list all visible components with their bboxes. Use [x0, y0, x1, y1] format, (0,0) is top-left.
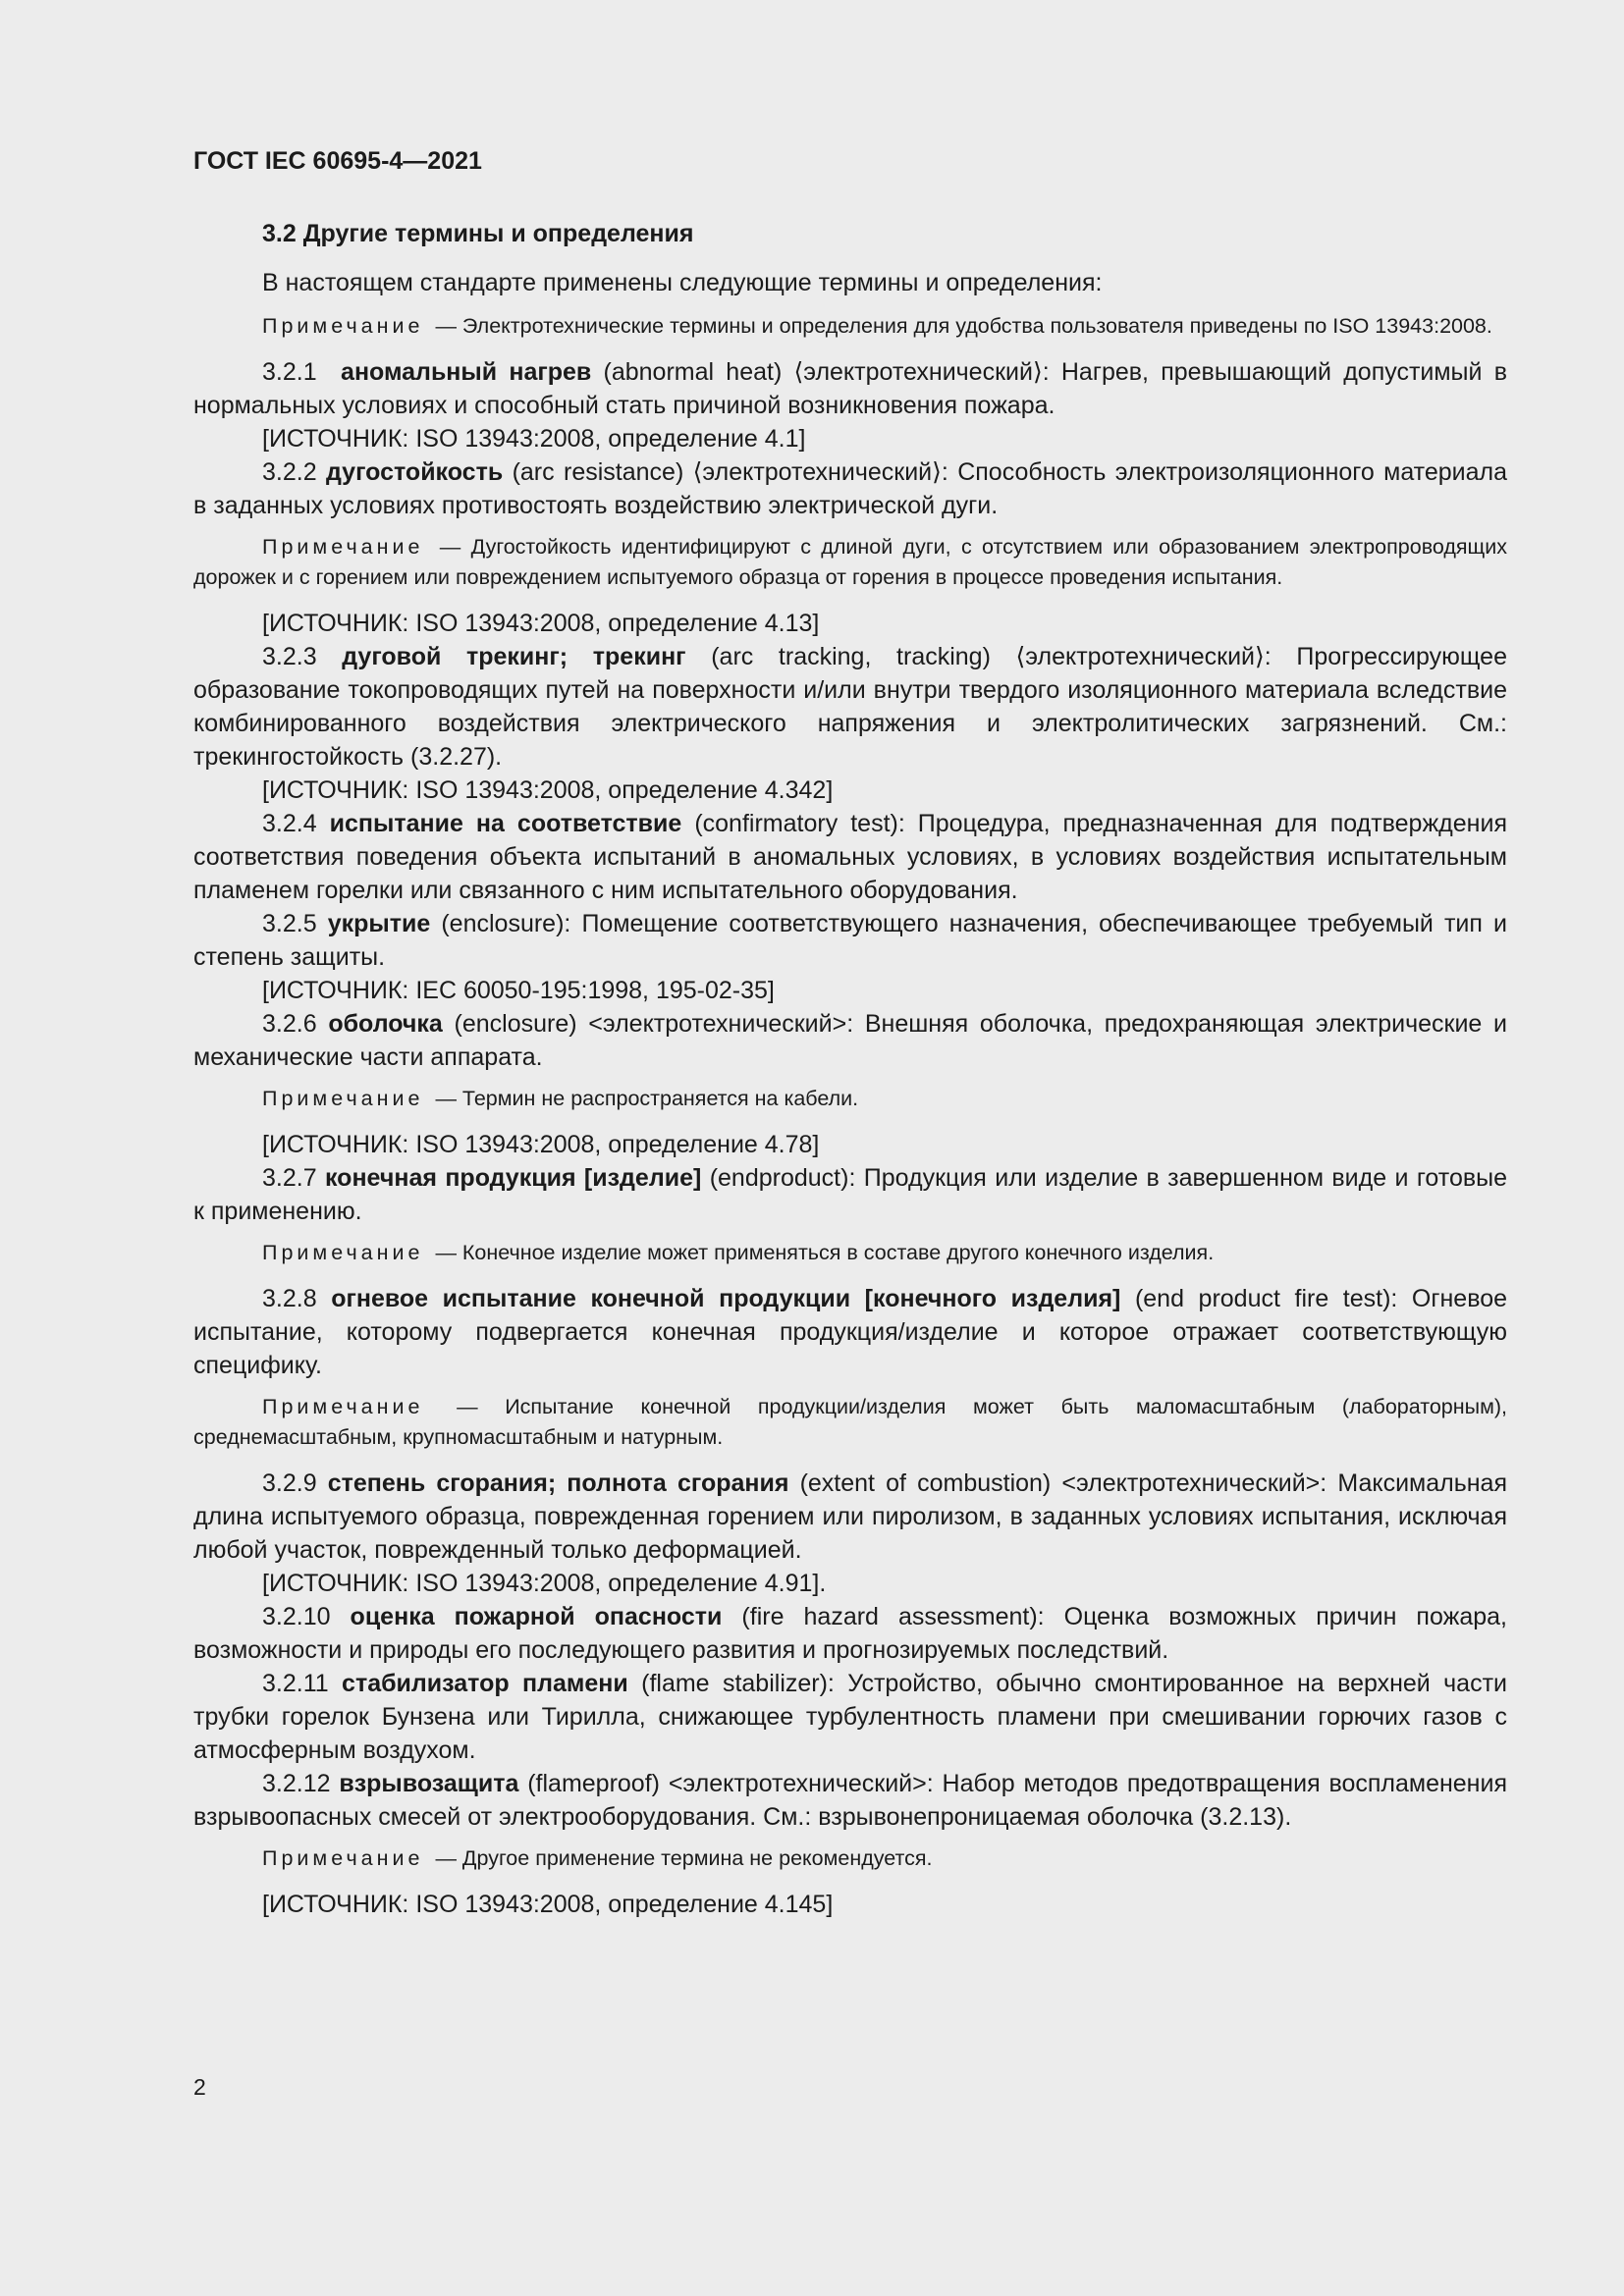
note — [193, 311, 1507, 342]
term-entry — [193, 1600, 1507, 1667]
term-number: 3.2.11 — [262, 1670, 329, 1697]
term-name: взрывозащита — [339, 1770, 519, 1797]
term-definition: (abnormal heat) ⟨электротехнический⟩: Нагрев, превышающий допустимый в нормальных условиях и способный стать причиной возникновения пожара. — [193, 358, 1507, 419]
term-number: 3.2.12 — [262, 1770, 331, 1797]
note-text: — Другое применение термина не рекомендуется. — [435, 1846, 933, 1870]
term-source: [ИСТОЧНИК: ISO 13943:2008, определение 4.1] — [262, 425, 806, 453]
term-name: укрытие — [327, 910, 431, 937]
term-source: [ИСТОЧНИК: ISO 13943:2008, определение 4.145] — [262, 1891, 834, 1918]
term-number: 3.2.3 — [262, 643, 317, 670]
term-number: 3.2.4 — [262, 810, 317, 837]
note-label: Примечание — [262, 314, 424, 338]
term-source: [ИСТОЧНИК: ISO 13943:2008, определение 4.13] — [262, 610, 820, 637]
term-number: 3.2.8 — [262, 1285, 317, 1312]
term-definition: (enclosure): Помещение соответствующего назначения, обеспечивающее требуемый тип и степень защиты. — [193, 910, 1507, 971]
term-name: оценка пожарной опасности — [350, 1603, 723, 1630]
note-label: Примечание — [262, 1395, 424, 1418]
term-name: степень сгорания; полнота сгорания — [327, 1469, 789, 1497]
term-source: [ИСТОЧНИК: IEC 60050-195:1998, 195-02-35] — [262, 977, 775, 1004]
term-number: 3.2.6 — [262, 1010, 317, 1038]
section-intro: В настоящем стандарте применены следующие термины и определения: — [262, 269, 1103, 296]
term-entry — [193, 1767, 1507, 1834]
term-definition: (flame stabilizer): Устройство, обычно смонтированное на верхней части трубки горелок Бунзена или Тирилла, снижающее турбулентность пламени при смешивании горючих газов с атмосферным воздухом. — [193, 1670, 1507, 1764]
term-number: 3.2.5 — [262, 910, 317, 937]
note — [193, 1084, 1507, 1114]
note — [193, 1392, 1507, 1453]
term-definition: (arc resistance) ⟨электротехнический⟩: Способность электроизоляционного материала в заданных условиях противостоять воздействию электрической дуги. — [193, 458, 1508, 519]
term-definition: (end product fire test): Огневое испытание, которому подвергается конечная продукция/изделие и которое отражает соответствующую специфику. — [193, 1285, 1508, 1379]
term-entry — [193, 907, 1507, 974]
term-entry — [193, 1667, 1507, 1767]
note-label: Примечание — [262, 1087, 424, 1110]
term-name: испытание на соответствие — [329, 810, 682, 837]
note-text: — Термин не распространяется на кабели. — [435, 1087, 859, 1110]
note-text: — Конечное изделие может применяться в составе другого конечного изделия. — [435, 1241, 1215, 1264]
term-name: оболочка — [328, 1010, 443, 1038]
document-header: ГОСТ IEC 60695-4—2021 — [193, 147, 482, 175]
term-entry — [193, 1007, 1507, 1074]
page-content — [193, 147, 1507, 1921]
note-label: Примечание — [262, 1241, 424, 1264]
note-label: Примечание — [262, 535, 424, 559]
term-entry — [193, 1467, 1507, 1567]
term-definition: (extent of combustion) <электротехнический>: Максимальная длина испытуемого образца, поврежденная горением или пиролизом, в заданных условиях испытания, исключая любой участок, поврежденный только деформацией. — [193, 1469, 1507, 1564]
note-text: — Электротехнические термины и определения для удобства пользователя приведены по ISO 13943:2008. — [435, 314, 1492, 338]
term-entry — [193, 807, 1507, 907]
page-number: 2 — [193, 2074, 206, 2100]
term-number: 3.2.2 — [262, 458, 317, 486]
term-definition: (fire hazard assessment): Оценка возможных причин пожара, возможности и природы его последующего развития и прогнозируемых последствий. — [193, 1603, 1507, 1664]
term-definition: (confirmatory test): Процедура, предназначенная для подтверждения соответствия поведения объекта испытаний в аномальных условиях, в условиях воздействия испытательным пламенем горелки или связанного с ним испытательного оборудования. — [193, 810, 1507, 904]
note — [193, 532, 1507, 593]
section-title: 3.2 Другие термины и определения — [262, 220, 694, 247]
term-source: [ИСТОЧНИК: ISO 13943:2008, определение 4.78] — [262, 1131, 820, 1158]
term-number: 3.2.1 — [262, 358, 317, 386]
term-definition: (arc tracking, tracking) ⟨электротехнический⟩: Прогрессирующее образование токопроводящих путей на поверхности и/или внутри твердого изоляционного материала вследствие комбинированного воздействия электрического напряжения и электролитических загрязнений. См.: трекингостойкость (3.2.27). — [193, 643, 1507, 771]
term-name: стабилизатор пламени — [342, 1670, 628, 1697]
note — [193, 1238, 1507, 1268]
term-name: конечная продукция [изделие] — [325, 1164, 702, 1192]
term-number: 3.2.7 — [262, 1164, 317, 1192]
note-label: Примечание — [262, 1846, 424, 1870]
term-definition: (flameproof) <электротехнический>: Набор методов предотвращения воспламенения взрывоопасных смесей от электрооборудования. См.: взрывонепроницаемая оболочка (3.2.13). — [193, 1770, 1507, 1831]
term-number: 3.2.10 — [262, 1603, 331, 1630]
note-text: — Дугостойкость идентифицируют с длиной дуги, с отсутствием или образованием электропроводящих дорожек и с горением или повреждением испытуемого образца от горения в процессе проведения испытания. — [193, 535, 1507, 589]
term-number: 3.2.9 — [262, 1469, 317, 1497]
term-name: аномальный нагрев — [341, 358, 592, 386]
term-entry — [193, 355, 1507, 422]
term-source: [ИСТОЧНИК: ISO 13943:2008, определение 4.91]. — [262, 1570, 827, 1597]
term-name: дугостойкость — [326, 458, 504, 486]
term-source: [ИСТОЧНИК: ISO 13943:2008, определение 4.342] — [262, 776, 834, 804]
note-text: — Испытание конечной продукции/изделия может быть маломасштабным (лабораторным), среднемасштабным, крупномасштабным и натурным. — [193, 1395, 1507, 1449]
term-name: огневое испытание конечной продукции [конечного изделия] — [331, 1285, 1121, 1312]
term-entry — [193, 455, 1507, 522]
term-definition: (enclosure) <электротехнический>: Внешняя оболочка, предохраняющая электрические и механические части аппарата. — [193, 1010, 1507, 1071]
note — [193, 1843, 1507, 1874]
term-definition: (endproduct): Продукция или изделие в завершенном виде и готовые к применению. — [193, 1164, 1508, 1225]
term-name: дуговой трекинг; трекинг — [342, 643, 686, 670]
term-entry — [193, 1161, 1507, 1228]
term-entry — [193, 1282, 1507, 1382]
term-entry — [193, 640, 1507, 774]
